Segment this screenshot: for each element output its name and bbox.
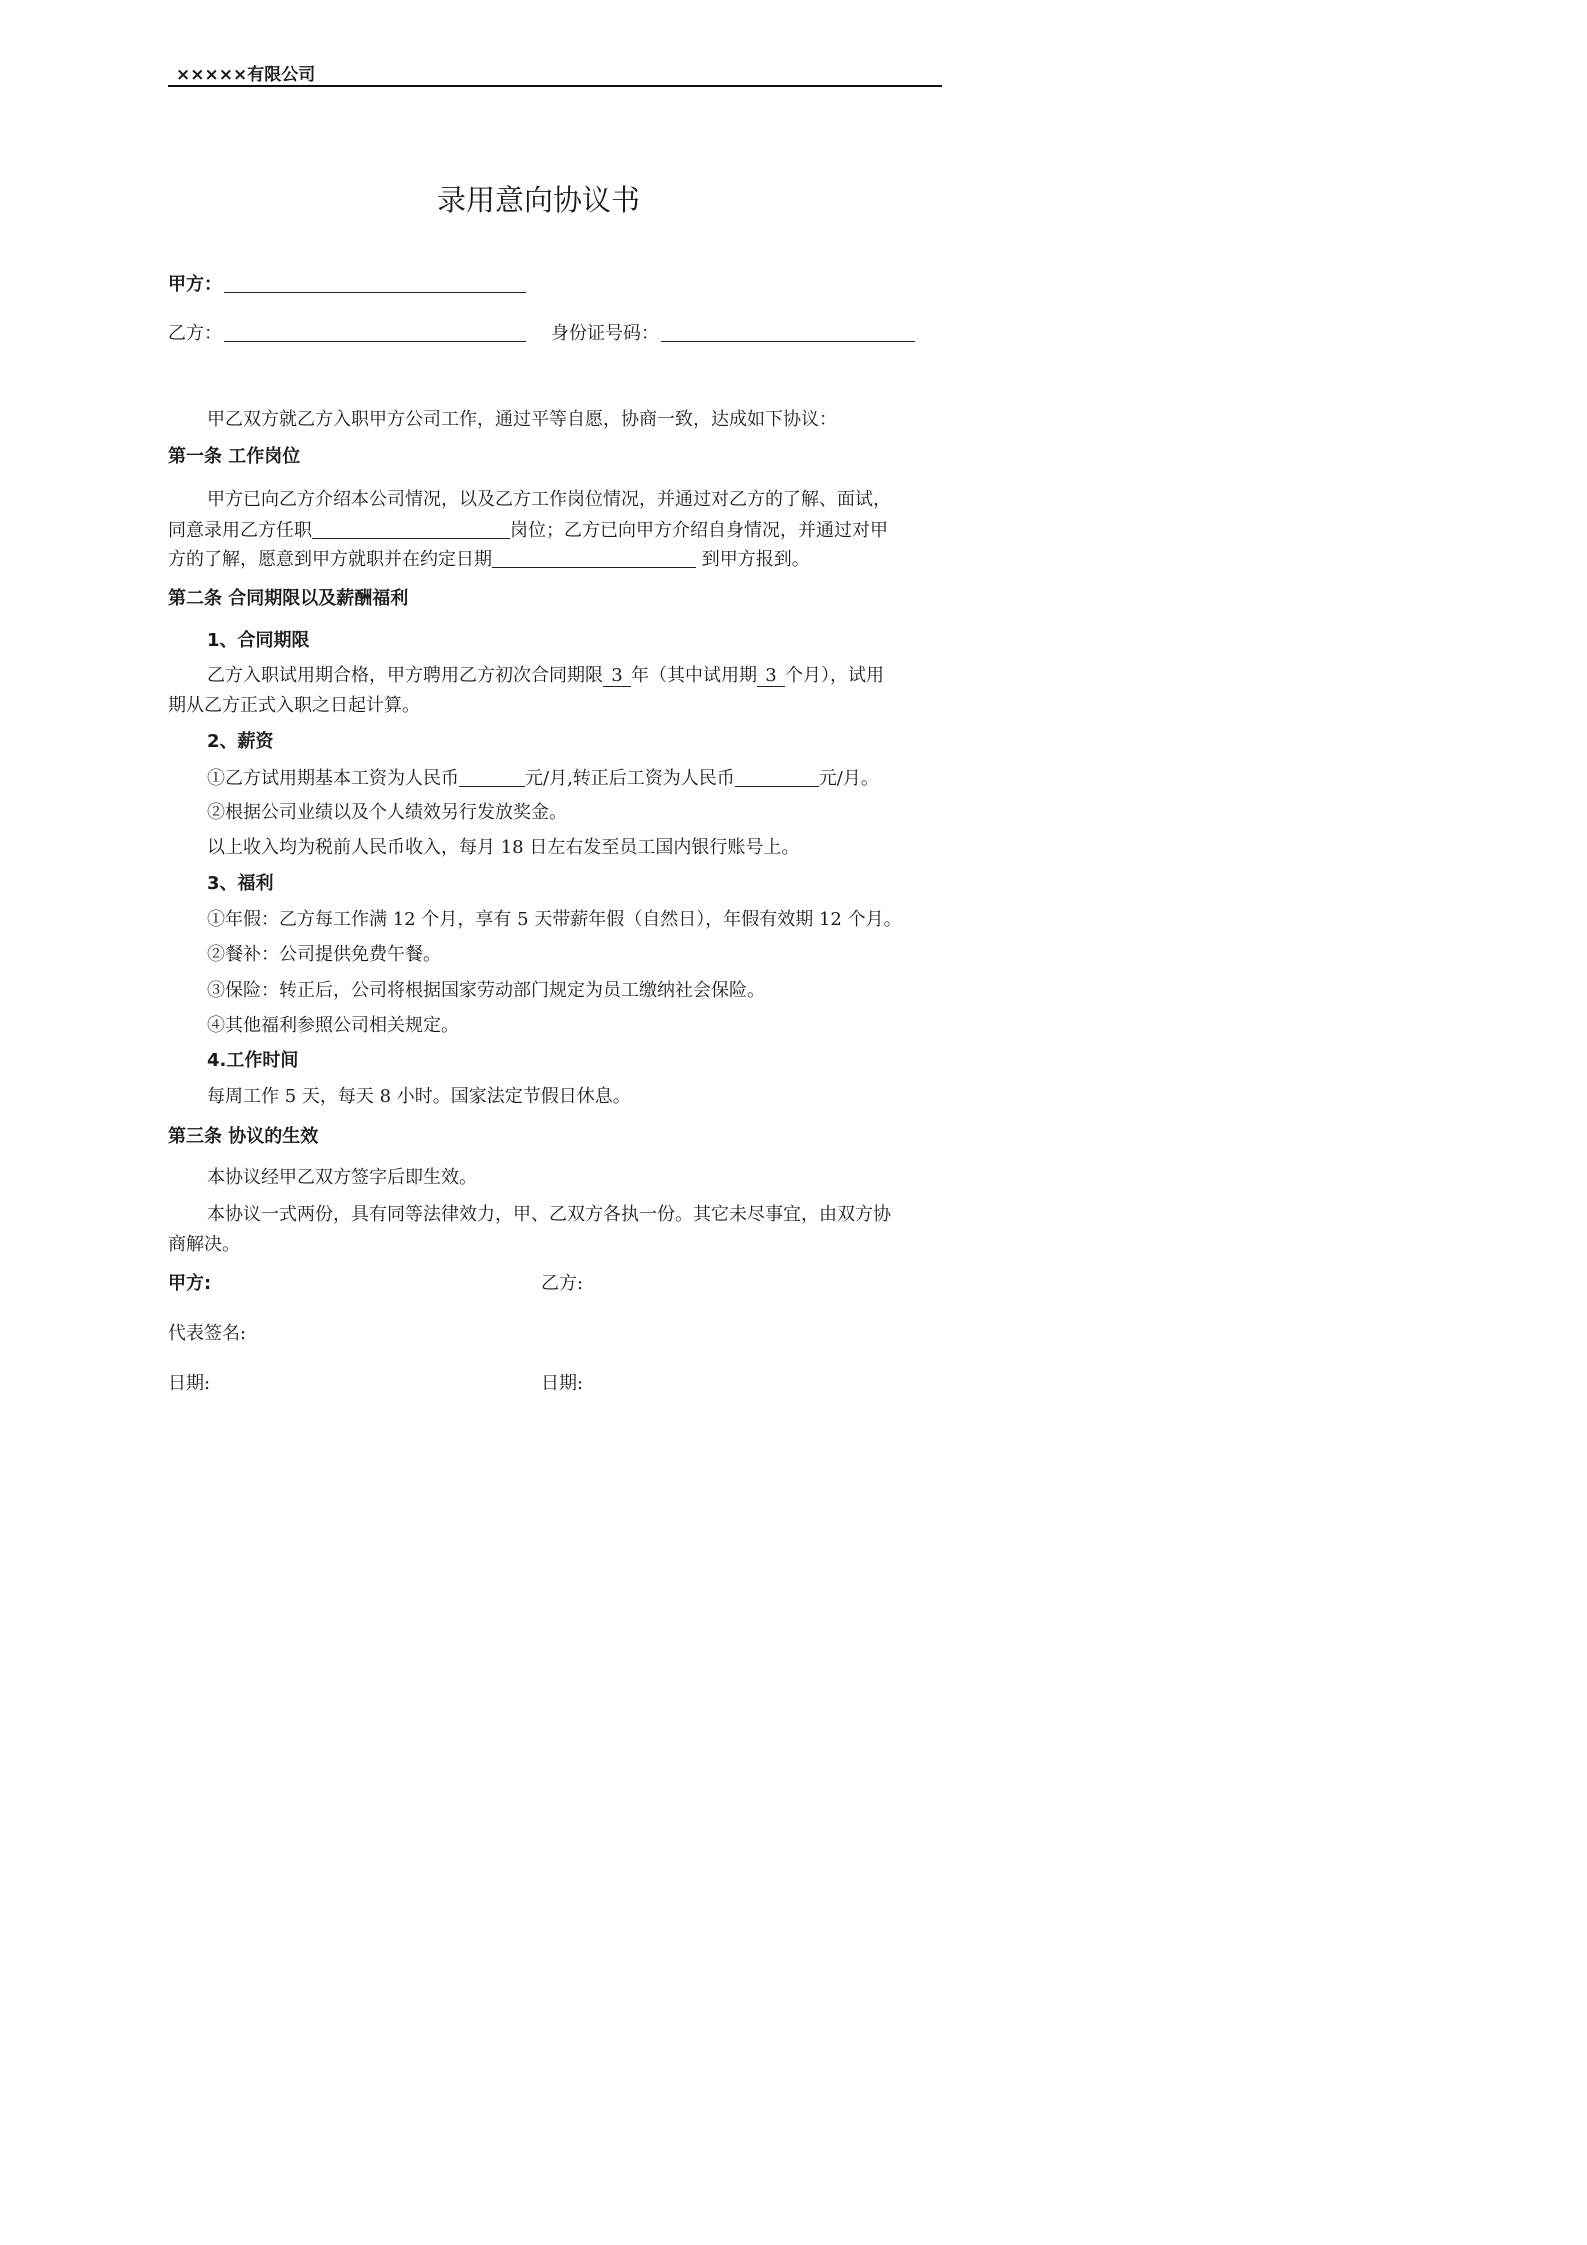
contract-term-line-2: 期从乙方正式入职之日起计算。 <box>168 695 420 716</box>
header-divider <box>168 85 942 87</box>
article-1-line-3-end: 到甲方报到。 <box>696 549 810 570</box>
signature-party-a: 甲方: <box>168 1273 212 1294</box>
signature-date-b: 日期: <box>541 1373 584 1394</box>
benefits-item-1: ①年假：乙方每工作满 12 个月，享有 5 天带薪年假（自然日），年假有效期 12 个月。 <box>207 909 902 930</box>
party-a-label: 甲方： <box>168 274 222 295</box>
document-title: 录用意向协议书 <box>436 183 640 217</box>
benefits-item-2: ②餐补：公司提供免费午餐。 <box>207 944 441 965</box>
benefits-item-3: ③保险：转正后，公司将根据国家劳动部门规定为员工缴纳社会保险。 <box>207 980 765 1001</box>
position-blank <box>312 518 510 539</box>
document-page <box>0 0 1100 1556</box>
work-hours-heading: 4.工作时间 <box>207 1050 299 1071</box>
contract-term-line-1 <box>207 664 884 688</box>
contract-term-text-2: 年（其中试用期 <box>631 665 757 686</box>
salary-item-1-text-2: 元/月,转正后工资为人民币 <box>525 768 735 789</box>
benefits-item-4: ④其他福利参照公司相关规定。 <box>207 1015 459 1036</box>
article-3-heading: 第三条 协议的生效 <box>168 1126 319 1147</box>
company-header: ×××××有限公司 <box>176 65 316 85</box>
salary-item-2: ②根据公司业绩以及个人绩效另行发放奖金。 <box>207 802 567 823</box>
start-date-blank <box>492 547 696 568</box>
probation-salary-blank <box>459 766 525 787</box>
article-1-line-3 <box>168 547 810 572</box>
salary-item-1-text-3: 元/月。 <box>818 768 879 789</box>
intro-paragraph: 甲乙双方就乙方入职甲方公司工作，通过平等自愿，协商一致，达成如下协议： <box>207 409 837 430</box>
salary-heading: 2、薪资 <box>207 731 274 752</box>
signature-date-a: 日期: <box>168 1373 211 1394</box>
article-1-line-2-start: 同意录用乙方任职 <box>168 520 312 541</box>
article-1-heading: 第一条 工作岗位 <box>168 446 301 467</box>
article-3-line-3: 商解决。 <box>168 1234 240 1255</box>
contract-years-value: 3 <box>603 666 631 687</box>
contract-term-text-3: 个月），试用 <box>785 665 884 686</box>
id-number-row <box>551 321 915 346</box>
probation-months-value: 3 <box>757 666 785 687</box>
article-1-line-2-end: 岗位；乙方已向甲方介绍自身情况，并通过对甲 <box>510 520 888 541</box>
salary-item-1 <box>207 766 879 791</box>
salary-item-1-text-1: ①乙方试用期基本工资为人民币 <box>207 768 459 789</box>
benefits-heading: 3、福利 <box>207 873 274 894</box>
article-3-line-1: 本协议经甲乙双方签字后即生效。 <box>207 1167 477 1188</box>
signature-party-b: 乙方: <box>541 1273 584 1294</box>
party-b-row <box>168 321 526 346</box>
article-1-line-1: 甲方已向乙方介绍本公司情况，以及乙方工作岗位情况，并通过对乙方的了解、面试， <box>207 489 891 510</box>
salary-note: 以上收入均为税前人民币收入，每月 18 日左右发至员工国内银行账号上。 <box>207 837 800 858</box>
party-a-blank <box>224 272 526 293</box>
article-3-line-2: 本协议一式两份，具有同等法律效力，甲、乙双方各执一份。其它未尽事宜，由双方协 <box>207 1204 891 1225</box>
article-2-heading: 第二条 合同期限以及薪酬福利 <box>168 588 409 609</box>
contract-term-text-1: 乙方入职试用期合格，甲方聘用乙方初次合同期限 <box>207 665 603 686</box>
party-b-blank <box>224 321 526 342</box>
work-hours-text: 每周工作 5 天，每天 8 小时。国家法定节假日休息。 <box>207 1086 631 1107</box>
article-1-line-3-start: 方的了解，愿意到甲方就职并在约定日期 <box>168 549 492 570</box>
signature-representative: 代表签名: <box>168 1323 247 1344</box>
regular-salary-blank <box>735 766 819 787</box>
party-b-label: 乙方： <box>168 323 222 344</box>
id-number-label: 身份证号码： <box>551 323 659 344</box>
contract-term-heading: 1、合同期限 <box>207 630 310 651</box>
article-1-line-2 <box>168 518 888 543</box>
id-number-blank <box>661 321 915 342</box>
party-a-row <box>168 272 526 297</box>
